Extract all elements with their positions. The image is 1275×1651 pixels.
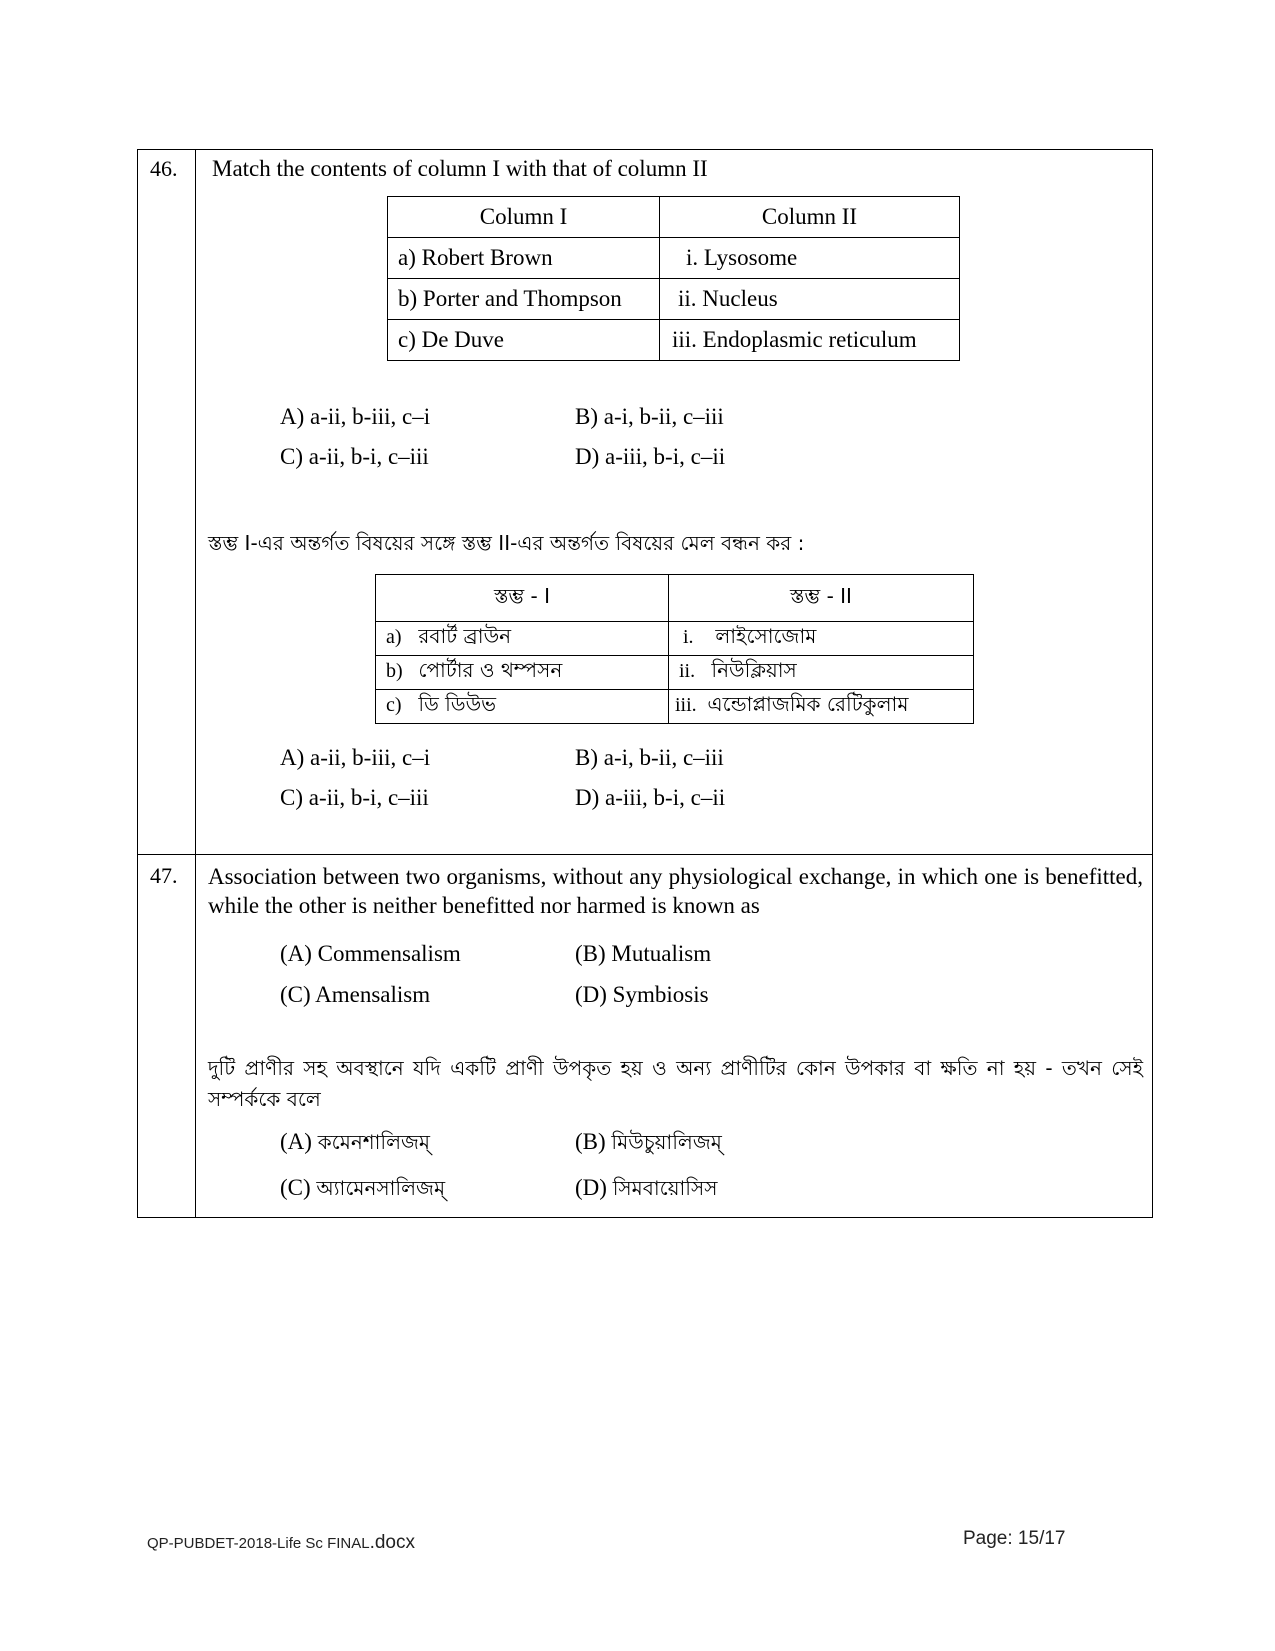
q46-option-d-en: D) a-iii, b-i, c–ii xyxy=(575,444,726,469)
table-cell: ii. Nucleus xyxy=(660,279,960,320)
q47-option-d-en: (D) Symbiosis xyxy=(575,982,709,1007)
question-table xyxy=(137,149,1153,1218)
q47-option-a-en: (A) Commensalism xyxy=(280,941,461,966)
q46-option-c-bn: C) a-ii, b-i, c–iii xyxy=(280,785,429,810)
column-divider xyxy=(195,150,196,1217)
q46-stem-en: Match the contents of column I with that of column II xyxy=(212,156,708,181)
q47-option-c-bn: (C) অ্যামেনসালিজম্ xyxy=(280,1175,446,1200)
table-cell: iii. এন্ডোপ্লাজমিক রেটিকুলাম xyxy=(669,690,974,724)
q47-option-a-bn: (A) কমেনশালিজম্ xyxy=(280,1129,431,1154)
table-cell: ii. নিউক্লিয়াস xyxy=(669,656,974,690)
q47-number: 47. xyxy=(150,863,178,888)
q47-option-b-bn: (B) মিউচুয়ালিজম্ xyxy=(575,1129,722,1154)
q47-stem-bn: দুটি প্রাণীর সহ অবস্থানে যদি একটি প্রাণী উপকৃত হয় ও অন্য প্রাণীটির কোন উপকার বা ক্ষতি না হয় - তখন সেই সম্পর্ককে বলে xyxy=(208,1056,1143,1111)
table-cell: a) রবার্ট ব্রাউন xyxy=(376,622,669,656)
table-cell: b) পোর্টার ও থম্পসন xyxy=(376,656,669,690)
table-cell: i. লাইসোজোম xyxy=(669,622,974,656)
q47-stem-en: Association between two organisms, without any physiological exchange, in which one is benefitted, while the other is neither benefitted nor harmed is known as xyxy=(208,864,1143,918)
table-cell: b) Porter and Thompson xyxy=(388,279,660,320)
column-i-header: Column I xyxy=(388,197,660,238)
column-i-header-bn: স্তম্ভ - I xyxy=(376,575,669,622)
table-cell: c) De Duve xyxy=(388,320,660,361)
row-divider xyxy=(138,854,1152,855)
q46-match-table-bn xyxy=(375,574,974,724)
table-cell: i. Lysosome xyxy=(660,238,960,279)
q46-option-b-en: B) a-i, b-ii, c–iii xyxy=(575,404,724,429)
q46-match-table-en xyxy=(387,196,960,361)
q47-option-c-en: (C) Amensalism xyxy=(280,982,431,1007)
table-cell: c) ডি ডিউভ xyxy=(376,690,669,724)
q46-stem-bn: স্তম্ভ I-এর অন্তর্গত বিষয়ের সঙ্গে স্তম্ভ II-এর অন্তর্গত বিষয়ের মেল বন্ধন কর : xyxy=(208,531,805,555)
table-cell: iii. Endoplasmic reticulum xyxy=(660,320,960,361)
q46-option-a-bn: A) a-ii, b-iii, c–i xyxy=(280,745,431,770)
column-ii-header: Column II xyxy=(660,197,960,238)
q46-option-b-bn: B) a-i, b-ii, c–iii xyxy=(575,745,724,770)
footer-filename: QP-PUBDET-2018-Life Sc FINAL.docx xyxy=(147,1532,415,1553)
footer-page-number: Page: 15/17 xyxy=(963,1528,1066,1549)
q46-option-c-en: C) a-ii, b-i, c–iii xyxy=(280,444,429,469)
q46-number: 46. xyxy=(150,156,178,181)
q46-option-d-bn: D) a-iii, b-i, c–ii xyxy=(575,785,726,810)
q46-option-a-en: A) a-ii, b-iii, c–i xyxy=(280,404,431,429)
q47-option-b-en: (B) Mutualism xyxy=(575,941,712,966)
column-ii-header-bn: স্তম্ভ - II xyxy=(669,575,974,622)
q47-option-d-bn: (D) সিমবায়োসিস xyxy=(575,1175,718,1200)
table-cell: a) Robert Brown xyxy=(388,238,660,279)
